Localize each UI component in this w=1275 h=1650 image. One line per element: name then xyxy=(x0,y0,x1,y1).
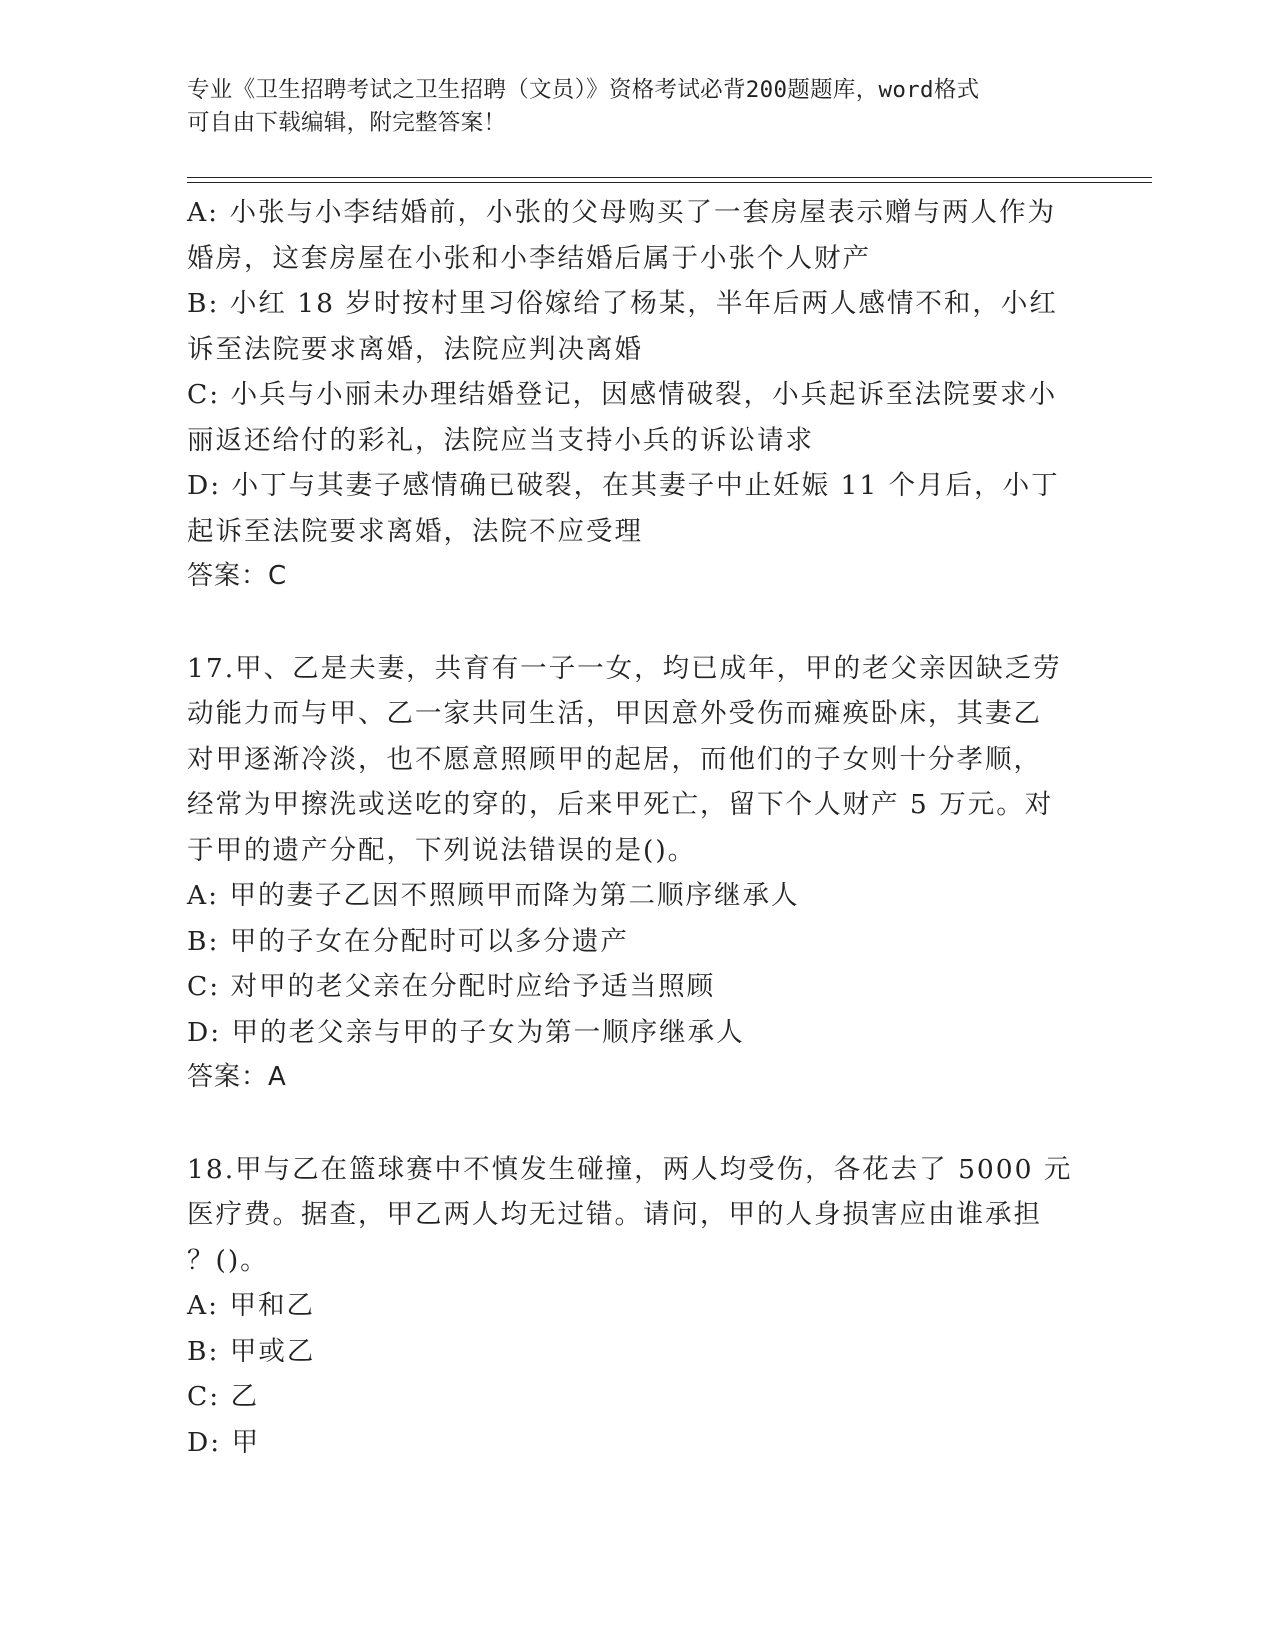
question-text-line-3: 对甲逐渐冷淡，也不愿意照顾甲的起居，而他们的子女则十分孝顺， xyxy=(187,743,1042,775)
option-c-line-1: C: 小兵与小丽未办理结婚登记，因感情破裂，小兵起诉至法院要求小 xyxy=(187,379,1058,410)
answer-line: 答案：C xyxy=(187,561,288,591)
question-text-line-2: 医疗费。据查，甲乙两人均无过错。请问，甲的人身损害应由谁承担 xyxy=(187,1199,1042,1230)
option-d-line-1: D: 小丁与其妻子感情确已破裂，在其妻子中止妊娠 11 个月后，小丁 xyxy=(187,470,1060,501)
option-a: A: 甲和乙 xyxy=(187,1290,315,1321)
option-c: C: 对甲的老父亲在分配时应给予适当照顾 xyxy=(187,971,716,1002)
option-b: B: 甲的子女在分配时可以多分遗产 xyxy=(187,925,629,957)
option-b-line-1: B: 小红 18 岁时按村里习俗嫁给了杨某，半年后两人感情不和，小红 xyxy=(187,288,1058,319)
question-18 xyxy=(187,1147,1097,1466)
option-c-line-2: 丽返还给付的彩礼，法院应当支持小兵的诉讼请求 xyxy=(187,424,814,456)
question-text-line-5: 于甲的遗产分配，下列说法错误的是()。 xyxy=(187,834,697,866)
question-text-line-3: ？()。 xyxy=(187,1244,269,1276)
question-16-options xyxy=(187,190,1097,600)
option-a-line-1: A: 小张与小李结婚前，小张的父母购买了一套房屋表示赠与两人作为 xyxy=(187,197,1056,228)
header-rule-thin xyxy=(187,182,1152,183)
answer-line: 答案：A xyxy=(187,1062,287,1092)
question-text-line-4: 经常为甲擦洗或送吃的穿的，后来甲死亡，留下个人财产 5 万元。对 xyxy=(187,789,1054,820)
question-text-line-1: 17.甲、乙是夫妻，共育有一子一女，均已成年，甲的老父亲因缺乏劳 xyxy=(187,652,1062,684)
option-a-line-2: 婚房，这套房屋在小张和小李结婚后属于小张个人财产 xyxy=(187,242,871,274)
document-body xyxy=(187,190,1097,1465)
spacer xyxy=(187,600,1097,646)
document-header xyxy=(187,74,1087,140)
option-b: B: 甲或乙 xyxy=(187,1335,316,1367)
question-text-line-2: 动能力而与甲、乙一家共同生活，甲因意外受伤而瘫痪卧床，其妻乙 xyxy=(187,698,1042,729)
option-d: D: 甲的老父亲与甲的子女为第一顺序继承人 xyxy=(187,1016,745,1048)
header-rule-thick xyxy=(187,177,1152,178)
option-c: C: 乙 xyxy=(187,1381,260,1412)
question-text-line-1: 18.甲与乙在篮球赛中不慎发生碰撞，两人均受伤，各花去了 5000 元 xyxy=(187,1153,1073,1185)
option-a: A: 甲的妻子乙因不照顾甲而降为第二顺序继承人 xyxy=(187,880,800,911)
option-d: D: 甲 xyxy=(187,1426,261,1458)
header-line-2: 可自由下载编辑，附完整答案！ xyxy=(187,110,507,136)
option-b-line-2: 诉至法院要求离婚，法院应判决离婚 xyxy=(187,333,643,365)
option-d-line-2: 起诉至法院要求离婚，法院不应受理 xyxy=(187,515,643,547)
header-line-1: 专业《卫生招聘考试之卫生招聘（文员）》资格考试必背200题题库，word格式 xyxy=(187,77,980,103)
question-17 xyxy=(187,646,1097,1101)
spacer xyxy=(187,1101,1097,1147)
